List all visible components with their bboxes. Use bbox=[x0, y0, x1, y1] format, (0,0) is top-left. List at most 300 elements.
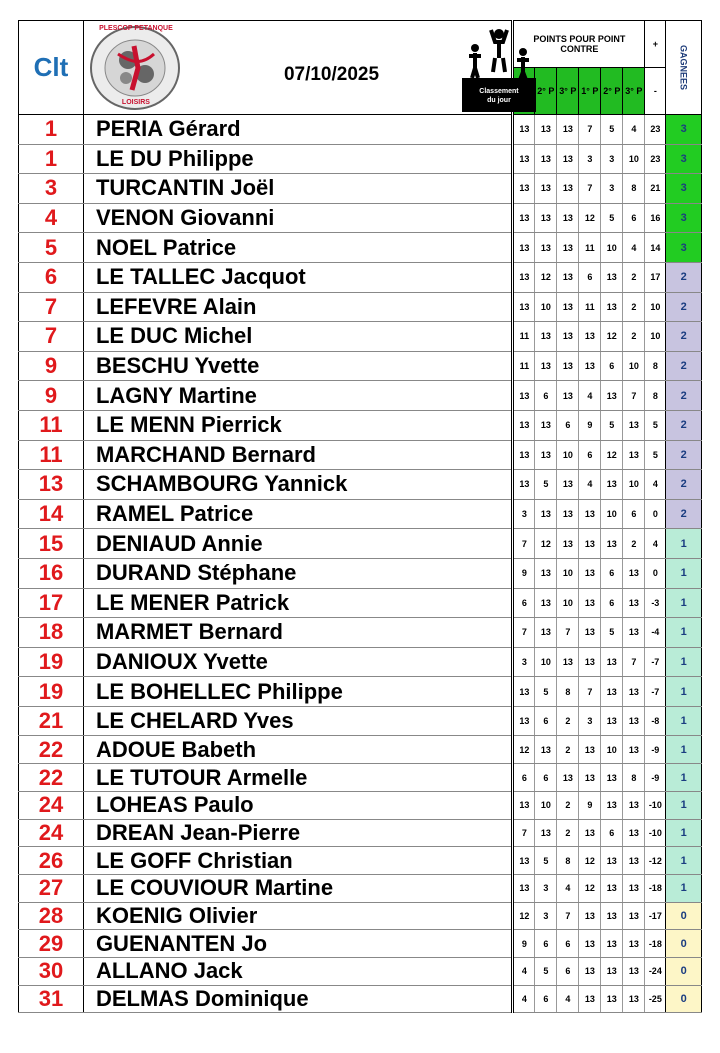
diff-cell: -9 bbox=[645, 764, 666, 792]
table-row bbox=[19, 410, 702, 440]
table-row bbox=[19, 588, 702, 618]
score-cell: 4 bbox=[513, 985, 535, 1013]
points-header: POINTS POUR POINT CONTRE bbox=[513, 21, 645, 68]
table-row bbox=[19, 847, 702, 875]
rank-cell: 1 bbox=[19, 144, 84, 174]
score-cell: 13 bbox=[623, 677, 645, 707]
score-cell: 2 bbox=[623, 292, 645, 322]
diff-cell: 23 bbox=[645, 144, 666, 174]
score-cell: 13 bbox=[513, 874, 535, 902]
score-cell: 10 bbox=[623, 144, 645, 174]
score-cell: 13 bbox=[623, 957, 645, 985]
score-cell: 13 bbox=[601, 529, 623, 559]
score-cell: 5 bbox=[601, 115, 623, 145]
diff-cell: -12 bbox=[645, 847, 666, 875]
score-cell: 13 bbox=[513, 440, 535, 470]
score-cell: 3 bbox=[513, 499, 535, 529]
wins-cell: 3 bbox=[666, 174, 702, 204]
score-cell: 13 bbox=[513, 174, 535, 204]
rank-cell: 19 bbox=[19, 677, 84, 707]
plus-header: + bbox=[645, 21, 666, 68]
score-cell: 6 bbox=[513, 764, 535, 792]
score-cell: 7 bbox=[579, 115, 601, 145]
ranking-table bbox=[18, 20, 702, 1013]
wins-cell: 3 bbox=[666, 203, 702, 233]
rank-cell: 17 bbox=[19, 588, 84, 618]
score-cell: 2 bbox=[623, 529, 645, 559]
player-name: MARCHAND Bernard bbox=[83, 440, 512, 470]
score-cell: 4 bbox=[579, 470, 601, 500]
col-header-2: 2° P bbox=[535, 68, 557, 115]
rank-cell: 9 bbox=[19, 351, 84, 381]
score-cell: 6 bbox=[557, 930, 579, 958]
diff-cell: 8 bbox=[645, 381, 666, 411]
table-row bbox=[19, 985, 702, 1013]
score-cell: 12 bbox=[535, 529, 557, 559]
score-cell: 13 bbox=[601, 902, 623, 930]
score-cell: 13 bbox=[557, 115, 579, 145]
score-cell: 13 bbox=[557, 262, 579, 292]
rank-cell: 14 bbox=[19, 499, 84, 529]
table-row bbox=[19, 791, 702, 819]
score-cell: 13 bbox=[513, 144, 535, 174]
score-cell: 13 bbox=[513, 292, 535, 322]
table-row bbox=[19, 819, 702, 847]
player-name: ALLANO Jack bbox=[83, 957, 512, 985]
player-name: RAMEL Patrice bbox=[83, 499, 512, 529]
score-cell: 13 bbox=[579, 985, 601, 1013]
wins-cell: 1 bbox=[666, 791, 702, 819]
score-cell: 13 bbox=[535, 351, 557, 381]
score-cell: 13 bbox=[601, 292, 623, 322]
score-cell: 2 bbox=[623, 262, 645, 292]
player-name: TURCANTIN Joël bbox=[83, 174, 512, 204]
col-header-3: 3° P bbox=[557, 68, 579, 115]
score-cell: 13 bbox=[557, 144, 579, 174]
wins-cell: 1 bbox=[666, 764, 702, 792]
player-name: LE MENER Patrick bbox=[83, 588, 512, 618]
score-cell: 12 bbox=[513, 736, 535, 764]
rank-cell: 15 bbox=[19, 529, 84, 559]
score-cell: 13 bbox=[579, 647, 601, 677]
score-cell: 13 bbox=[601, 677, 623, 707]
score-cell: 11 bbox=[579, 292, 601, 322]
score-cell: 5 bbox=[601, 618, 623, 648]
score-cell: 13 bbox=[601, 847, 623, 875]
rank-cell: 11 bbox=[19, 440, 84, 470]
score-cell: 13 bbox=[601, 874, 623, 902]
rank-cell: 6 bbox=[19, 262, 84, 292]
wins-cell: 0 bbox=[666, 902, 702, 930]
rank-cell: 1 bbox=[19, 115, 84, 145]
score-cell: 13 bbox=[557, 174, 579, 204]
score-cell: 7 bbox=[579, 677, 601, 707]
score-cell: 13 bbox=[579, 529, 601, 559]
table-row bbox=[19, 930, 702, 958]
score-cell: 10 bbox=[623, 470, 645, 500]
table-row bbox=[19, 144, 702, 174]
table-row bbox=[19, 233, 702, 263]
wins-cell: 2 bbox=[666, 440, 702, 470]
wins-cell: 1 bbox=[666, 706, 702, 736]
player-name: LOHEAS Paulo bbox=[83, 791, 512, 819]
player-name: LE DU Philippe bbox=[83, 144, 512, 174]
table-row bbox=[19, 115, 702, 145]
score-cell: 13 bbox=[579, 588, 601, 618]
score-cell: 13 bbox=[535, 499, 557, 529]
diff-cell: -9 bbox=[645, 736, 666, 764]
score-cell: 7 bbox=[623, 381, 645, 411]
score-cell: 4 bbox=[623, 233, 645, 263]
wins-cell: 2 bbox=[666, 322, 702, 352]
score-cell: 13 bbox=[579, 930, 601, 958]
rank-cell: 9 bbox=[19, 381, 84, 411]
score-cell: 5 bbox=[535, 470, 557, 500]
score-cell: 9 bbox=[579, 410, 601, 440]
score-cell: 13 bbox=[623, 440, 645, 470]
rank-cell: 27 bbox=[19, 874, 84, 902]
player-name: LE DUC Michel bbox=[83, 322, 512, 352]
wins-cell: 0 bbox=[666, 957, 702, 985]
score-cell: 12 bbox=[535, 262, 557, 292]
wins-cell: 2 bbox=[666, 470, 702, 500]
table-row bbox=[19, 470, 702, 500]
score-cell: 10 bbox=[601, 736, 623, 764]
score-cell: 2 bbox=[557, 819, 579, 847]
score-cell: 13 bbox=[557, 499, 579, 529]
diff-cell: 4 bbox=[645, 470, 666, 500]
wins-cell: 2 bbox=[666, 262, 702, 292]
table-row bbox=[19, 292, 702, 322]
rank-cell: 5 bbox=[19, 233, 84, 263]
score-cell: 13 bbox=[623, 819, 645, 847]
player-name: BESCHU Yvette bbox=[83, 351, 512, 381]
diff-cell: -24 bbox=[645, 957, 666, 985]
player-name: DELMAS Dominique bbox=[83, 985, 512, 1013]
score-cell: 13 bbox=[623, 985, 645, 1013]
header-row-top bbox=[19, 21, 702, 68]
score-cell: 10 bbox=[557, 588, 579, 618]
score-cell: 3 bbox=[579, 144, 601, 174]
score-cell: 4 bbox=[513, 957, 535, 985]
wins-cell: 1 bbox=[666, 874, 702, 902]
score-cell: 12 bbox=[579, 847, 601, 875]
score-cell: 13 bbox=[579, 902, 601, 930]
score-cell: 6 bbox=[579, 440, 601, 470]
score-cell: 10 bbox=[535, 791, 557, 819]
rank-cell: 16 bbox=[19, 558, 84, 588]
score-cell: 12 bbox=[513, 902, 535, 930]
score-cell: 13 bbox=[513, 791, 535, 819]
score-cell: 13 bbox=[601, 706, 623, 736]
score-cell: 13 bbox=[535, 440, 557, 470]
score-cell: 13 bbox=[579, 764, 601, 792]
score-cell: 10 bbox=[601, 499, 623, 529]
rank-cell: 28 bbox=[19, 902, 84, 930]
score-cell: 11 bbox=[513, 351, 535, 381]
rank-cell: 22 bbox=[19, 764, 84, 792]
rank-cell: 7 bbox=[19, 292, 84, 322]
player-name: LE CHELARD Yves bbox=[83, 706, 512, 736]
table-row bbox=[19, 957, 702, 985]
rank-cell: 4 bbox=[19, 203, 84, 233]
rank-cell: 11 bbox=[19, 410, 84, 440]
score-cell: 12 bbox=[579, 874, 601, 902]
player-name: LE BOHELLEC Philippe bbox=[83, 677, 512, 707]
rank-cell: 24 bbox=[19, 791, 84, 819]
score-cell: 13 bbox=[623, 410, 645, 440]
wins-cell: 3 bbox=[666, 144, 702, 174]
score-cell: 13 bbox=[623, 618, 645, 648]
rank-cell: 31 bbox=[19, 985, 84, 1013]
diff-cell: -25 bbox=[645, 985, 666, 1013]
player-name: ADOUE Babeth bbox=[83, 736, 512, 764]
diff-cell: 5 bbox=[645, 410, 666, 440]
score-cell: 11 bbox=[513, 322, 535, 352]
score-cell: 13 bbox=[601, 764, 623, 792]
player-name: VENON Giovanni bbox=[83, 203, 512, 233]
col-header-4: 1° P bbox=[579, 68, 601, 115]
score-cell: 9 bbox=[513, 558, 535, 588]
diff-cell: -4 bbox=[645, 618, 666, 648]
score-cell: 13 bbox=[601, 381, 623, 411]
score-cell: 4 bbox=[579, 381, 601, 411]
score-cell: 8 bbox=[623, 764, 645, 792]
table-row bbox=[19, 262, 702, 292]
score-cell: 13 bbox=[601, 930, 623, 958]
diff-cell: -10 bbox=[645, 791, 666, 819]
score-cell: 13 bbox=[579, 351, 601, 381]
score-cell: 7 bbox=[513, 529, 535, 559]
score-cell: 5 bbox=[535, 847, 557, 875]
score-cell: 13 bbox=[557, 764, 579, 792]
score-cell: 3 bbox=[601, 144, 623, 174]
diff-cell: 0 bbox=[645, 558, 666, 588]
table-row bbox=[19, 902, 702, 930]
player-name: LE TALLEC Jacquot bbox=[83, 262, 512, 292]
score-cell: 13 bbox=[579, 618, 601, 648]
player-name: LAGNY Martine bbox=[83, 381, 512, 411]
table-row bbox=[19, 736, 702, 764]
table-row bbox=[19, 322, 702, 352]
table-row bbox=[19, 174, 702, 204]
score-cell: 13 bbox=[535, 144, 557, 174]
score-cell: 5 bbox=[601, 203, 623, 233]
score-cell: 3 bbox=[535, 874, 557, 902]
wins-cell: 1 bbox=[666, 819, 702, 847]
score-cell: 13 bbox=[513, 677, 535, 707]
wins-cell: 1 bbox=[666, 558, 702, 588]
score-cell: 6 bbox=[601, 588, 623, 618]
diff-cell: 0 bbox=[645, 499, 666, 529]
player-name: LE COUVIOUR Martine bbox=[83, 874, 512, 902]
score-cell: 4 bbox=[557, 985, 579, 1013]
score-cell: 5 bbox=[535, 957, 557, 985]
score-cell: 13 bbox=[535, 174, 557, 204]
score-cell: 13 bbox=[623, 558, 645, 588]
score-cell: 6 bbox=[623, 203, 645, 233]
score-cell: 13 bbox=[513, 470, 535, 500]
player-name: DENIAUD Annie bbox=[83, 529, 512, 559]
score-cell: 7 bbox=[513, 819, 535, 847]
score-cell: 13 bbox=[535, 558, 557, 588]
score-cell: 13 bbox=[623, 930, 645, 958]
score-cell: 13 bbox=[513, 381, 535, 411]
score-cell: 13 bbox=[623, 791, 645, 819]
wins-cell: 1 bbox=[666, 529, 702, 559]
score-cell: 13 bbox=[513, 847, 535, 875]
score-cell: 13 bbox=[513, 262, 535, 292]
score-cell: 4 bbox=[557, 874, 579, 902]
score-cell: 6 bbox=[535, 706, 557, 736]
score-cell: 13 bbox=[557, 322, 579, 352]
score-cell: 13 bbox=[601, 985, 623, 1013]
score-cell: 7 bbox=[557, 618, 579, 648]
score-cell: 13 bbox=[601, 470, 623, 500]
clt-header: Clt bbox=[19, 21, 84, 115]
score-cell: 13 bbox=[601, 647, 623, 677]
wins-cell: 2 bbox=[666, 292, 702, 322]
player-name: LE MENN Pierrick bbox=[83, 410, 512, 440]
score-cell: 7 bbox=[513, 618, 535, 648]
score-cell: 13 bbox=[623, 736, 645, 764]
wins-cell: 1 bbox=[666, 736, 702, 764]
diff-cell: 5 bbox=[645, 440, 666, 470]
player-name: PERIA Gérard bbox=[83, 115, 512, 145]
score-cell: 6 bbox=[557, 957, 579, 985]
diff-cell: 10 bbox=[645, 322, 666, 352]
wins-cell: 0 bbox=[666, 985, 702, 1013]
score-cell: 13 bbox=[513, 706, 535, 736]
score-cell: 3 bbox=[601, 174, 623, 204]
score-cell: 6 bbox=[535, 764, 557, 792]
table-row bbox=[19, 647, 702, 677]
score-cell: 5 bbox=[535, 677, 557, 707]
rank-cell: 7 bbox=[19, 322, 84, 352]
player-name: DURAND Stéphane bbox=[83, 558, 512, 588]
score-cell: 3 bbox=[579, 706, 601, 736]
score-cell: 10 bbox=[535, 292, 557, 322]
score-cell: 12 bbox=[579, 203, 601, 233]
wins-cell: 2 bbox=[666, 410, 702, 440]
table-row bbox=[19, 558, 702, 588]
wins-cell: 2 bbox=[666, 351, 702, 381]
score-cell: 10 bbox=[557, 440, 579, 470]
rank-cell: 24 bbox=[19, 819, 84, 847]
rank-cell: 3 bbox=[19, 174, 84, 204]
ranking-sheet bbox=[18, 20, 702, 1013]
wins-cell: 1 bbox=[666, 647, 702, 677]
score-cell: 13 bbox=[535, 410, 557, 440]
score-cell: 11 bbox=[579, 233, 601, 263]
score-cell: 13 bbox=[579, 819, 601, 847]
table-row bbox=[19, 764, 702, 792]
score-cell: 9 bbox=[579, 791, 601, 819]
rank-cell: 22 bbox=[19, 736, 84, 764]
diff-cell: 8 bbox=[645, 351, 666, 381]
score-cell: 13 bbox=[557, 351, 579, 381]
diff-cell: -17 bbox=[645, 902, 666, 930]
rank-cell: 26 bbox=[19, 847, 84, 875]
table-row bbox=[19, 618, 702, 648]
score-cell: 2 bbox=[557, 706, 579, 736]
logo-top-text: PLESCOP PETANQUE bbox=[99, 24, 173, 32]
diff-cell: -18 bbox=[645, 930, 666, 958]
player-name: DANIOUX Yvette bbox=[83, 647, 512, 677]
podium-caption-2: du jour bbox=[487, 96, 511, 104]
score-cell: 10 bbox=[557, 558, 579, 588]
player-name: SCHAMBOURG Yannick bbox=[83, 470, 512, 500]
score-cell: 13 bbox=[623, 706, 645, 736]
score-cell: 13 bbox=[535, 618, 557, 648]
score-cell: 6 bbox=[601, 819, 623, 847]
score-cell: 13 bbox=[601, 791, 623, 819]
score-cell: 13 bbox=[535, 819, 557, 847]
diff-cell: 16 bbox=[645, 203, 666, 233]
score-cell: 13 bbox=[601, 262, 623, 292]
score-cell: 13 bbox=[557, 529, 579, 559]
score-cell: 8 bbox=[557, 677, 579, 707]
score-cell: 13 bbox=[623, 874, 645, 902]
wins-cell: 3 bbox=[666, 115, 702, 145]
score-cell: 13 bbox=[513, 203, 535, 233]
table-row bbox=[19, 381, 702, 411]
player-name: DREAN Jean-Pierre bbox=[83, 819, 512, 847]
score-cell: 13 bbox=[623, 847, 645, 875]
score-cell: 6 bbox=[579, 262, 601, 292]
diff-cell: 4 bbox=[645, 529, 666, 559]
score-cell: 13 bbox=[535, 233, 557, 263]
wins-header: GAGNEES bbox=[666, 21, 702, 115]
table-row bbox=[19, 351, 702, 381]
score-cell: 6 bbox=[601, 351, 623, 381]
wins-cell: 0 bbox=[666, 930, 702, 958]
score-cell: 13 bbox=[513, 410, 535, 440]
score-cell: 9 bbox=[513, 930, 535, 958]
col-header-6: 3° P bbox=[623, 68, 645, 115]
wins-cell: 3 bbox=[666, 233, 702, 263]
diff-cell: -10 bbox=[645, 819, 666, 847]
score-cell: 13 bbox=[535, 115, 557, 145]
wins-cell: 1 bbox=[666, 677, 702, 707]
score-cell: 13 bbox=[513, 233, 535, 263]
score-cell: 13 bbox=[557, 470, 579, 500]
player-name: LEFEVRE Alain bbox=[83, 292, 512, 322]
table-row bbox=[19, 203, 702, 233]
score-cell: 3 bbox=[513, 647, 535, 677]
logo-bottom-text: LOISIRS bbox=[121, 98, 150, 106]
score-cell: 10 bbox=[601, 233, 623, 263]
score-cell: 8 bbox=[557, 847, 579, 875]
score-cell: 5 bbox=[601, 410, 623, 440]
col-header-5: 2° P bbox=[601, 68, 623, 115]
player-name: LE TUTOUR Armelle bbox=[83, 764, 512, 792]
score-cell: 6 bbox=[535, 985, 557, 1013]
score-cell: 13 bbox=[601, 957, 623, 985]
wins-cell: 2 bbox=[666, 381, 702, 411]
score-cell: 6 bbox=[535, 930, 557, 958]
wins-cell: 2 bbox=[666, 499, 702, 529]
score-cell: 13 bbox=[579, 736, 601, 764]
score-cell: 8 bbox=[623, 174, 645, 204]
diff-cell: 21 bbox=[645, 174, 666, 204]
score-cell: 13 bbox=[579, 499, 601, 529]
event-date: 07/10/2025 bbox=[283, 63, 380, 85]
score-cell: 13 bbox=[623, 902, 645, 930]
score-cell: 6 bbox=[557, 410, 579, 440]
score-cell: 10 bbox=[535, 647, 557, 677]
score-cell: 6 bbox=[535, 381, 557, 411]
